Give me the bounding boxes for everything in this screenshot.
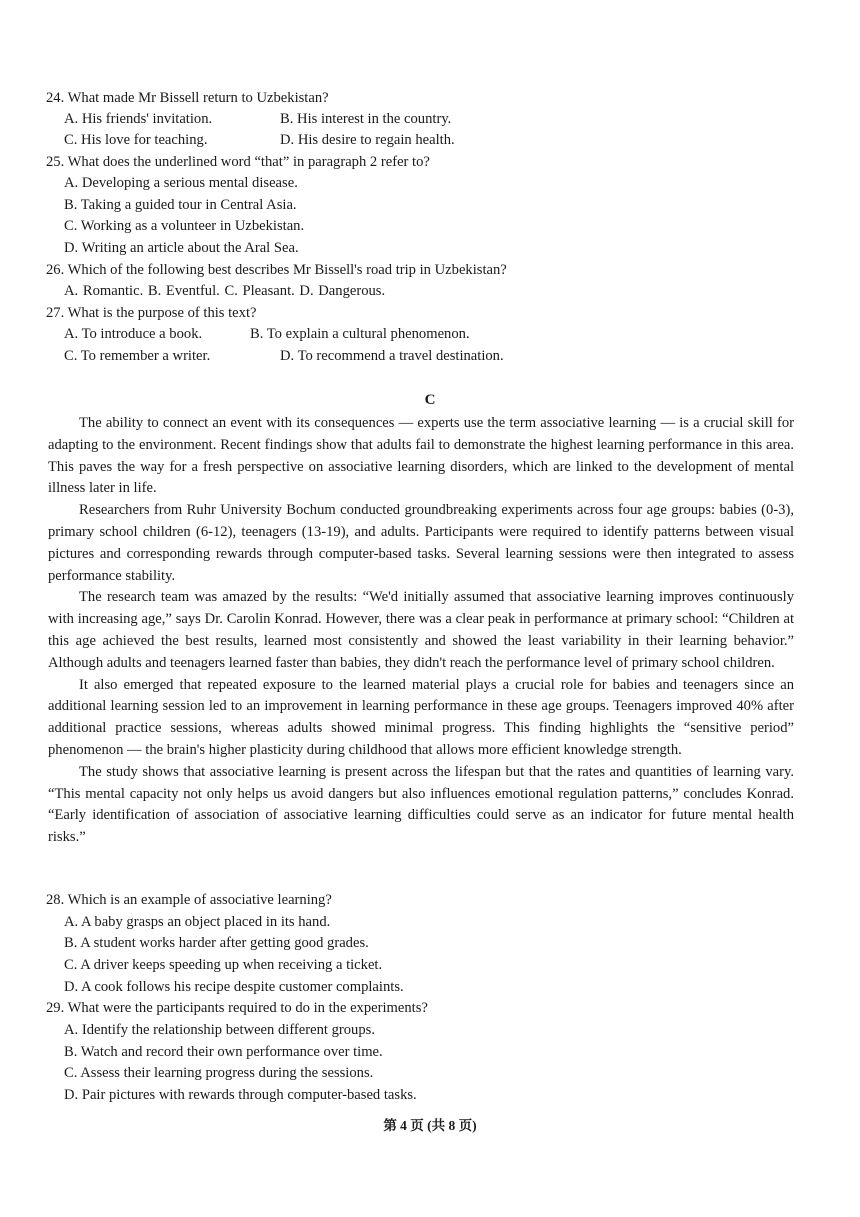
q24-option-c: C. His love for teaching. — [64, 132, 208, 148]
q25-option-a: A. Developing a serious mental disease. — [64, 175, 298, 191]
q26-options: A. Romantic. B. Eventful. C. Pleasant. D. Dangerous. — [64, 283, 386, 299]
q27-option-a: A. To introduce a book. — [64, 326, 203, 342]
q28-option-c: C. A driver keeps speeding up when receiving a ticket. — [64, 957, 383, 973]
q27-option-c: C. To remember a writer. — [64, 348, 211, 364]
q25-option-c: C. Working as a volunteer in Uzbekistan. — [64, 218, 305, 234]
q28-option-a: A. A baby grasps an object placed in its hand. — [64, 914, 331, 930]
passage-paragraph: The ability to connect an event with its consequences — experts use the term associative learning — is a crucial skill for adapting to the environment. Recent findings show that adults fail to demonstrate the highest learning performance in this area. This paves the way for a fresh perspective on associative learning disorders, which are linked to the development of mental illness later in life. — [48, 415, 794, 497]
passage-paragraph: Researchers from Ruhr University Bochum conducted groundbreaking experiments across four age groups: babies (0-3), primary school children (6-12), teenagers (13-19), and adults. Participants were required to identify patterns between visual pictures and corresponding rewards through computer-based tasks. Several learning sessions were then integrated to assess performance stability. — [48, 502, 794, 584]
q29-option-b: B. Watch and record their own performance over time. — [64, 1044, 383, 1060]
q27-option-d: D. To recommend a travel destination. — [280, 348, 504, 364]
passage-paragraph: The study shows that associative learning is present across the lifespan but that the rates and quantities of learning vary. “This mental capacity not only helps us avoid dangers but also influences emotional regulation patterns,” concludes Konrad. “Early identification of association of associative learning difficulties could serve as an indicator for future mental health risks.” — [48, 763, 794, 846]
question-29: 29. What were the participants required to do in the experiments? — [46, 1000, 428, 1016]
q24-option-d: D. His desire to regain health. — [280, 132, 455, 148]
q29-option-a: A. Identify the relationship between different groups. — [64, 1022, 375, 1038]
q25-option-d: D. Writing an article about the Aral Sea. — [64, 240, 299, 256]
q27-option-b: B. To explain a cultural phenomenon. — [250, 326, 470, 342]
q28-option-d: D. A cook follows his recipe despite customer complaints. — [64, 979, 404, 995]
q28-option-b: B. A student works harder after getting good grades. — [64, 935, 369, 951]
section-heading: C — [424, 392, 436, 408]
question-27: 27. What is the purpose of this text? — [46, 305, 257, 321]
question-26: 26. Which of the following best describes Mr Bissell's road trip in Uzbekistan? — [46, 262, 507, 278]
question-25: 25. What does the underlined word “that” in paragraph 2 refer to? — [46, 154, 430, 170]
q24-option-a: A. His friends' invitation. — [64, 111, 213, 127]
q25-option-b: B. Taking a guided tour in Central Asia. — [64, 197, 297, 213]
passage-paragraph: It also emerged that repeated exposure to the learned material plays a crucial role for babies and teenagers since an additional learning session led to an improvement in learning performance in these age groups. Teenagers improved 40% after additional practice sessions, whereas adults showed minimal progress. This finding highlights the “sensitive period” phenomenon — the brain's higher plasticity during childhood that allows more efficient knowledge strength. — [48, 676, 794, 758]
question-24: 24. What made Mr Bissell return to Uzbekistan? — [46, 90, 329, 106]
page-number-footer: 第 4 页 (共 8 页) — [383, 1118, 477, 1133]
passage-paragraph: The research team was amazed by the results: “We'd initially assumed that associative learning improves continuously with increasing age,” says Dr. Carolin Konrad. However, there was a clear peak in performance at primary school: “Children at this age achieved the best results, learned most consistently and showed the least variability in their learning behavior.” Although adults and teenagers learned faster than babies, they didn't reach the performance level of primary school children. — [48, 589, 794, 671]
q24-option-b: B. His interest in the country. — [280, 111, 452, 127]
q29-option-d: D. Pair pictures with rewards through computer-based tasks. — [64, 1087, 417, 1103]
q29-option-c: C. Assess their learning progress during the sessions. — [64, 1065, 374, 1081]
passage — [48, 413, 794, 849]
question-28: 28. Which is an example of associative learning? — [46, 892, 332, 908]
